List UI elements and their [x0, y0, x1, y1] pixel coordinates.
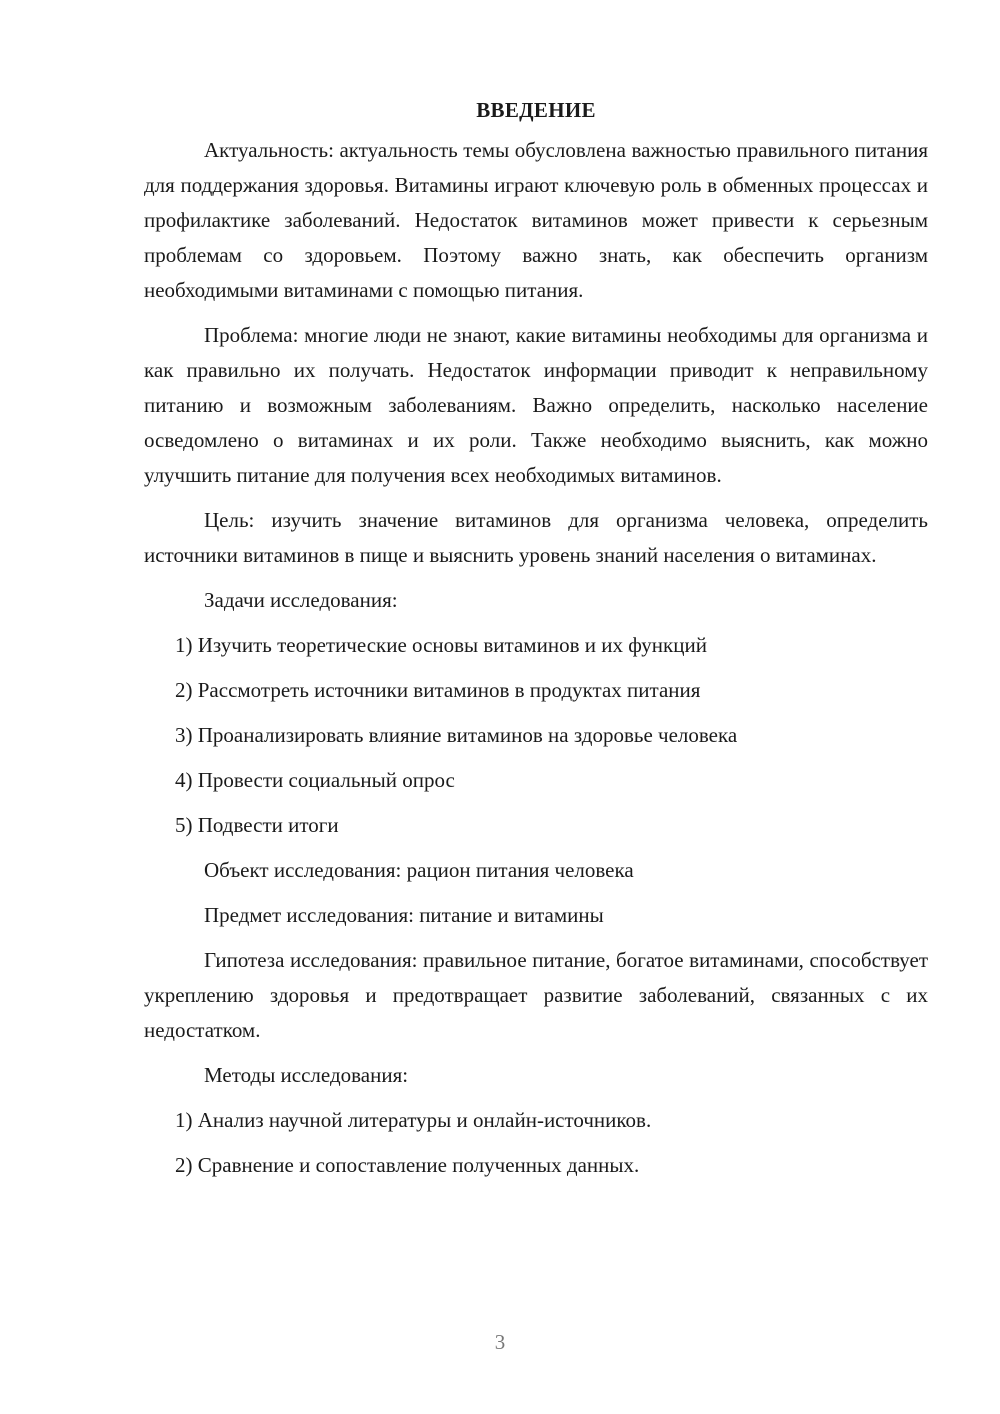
task-item: 1) Изучить теоретические основы витаминов и их функций	[175, 633, 707, 657]
actuality-paragraph: Актуальность: актуальность темы обусловлена важностью правильного питания для поддержания здоровья. Витамины играют ключевую роль в обменных процессах и профилактике заболеваний. Недостаток витаминов может привести к серьезным проблемам со здоровьем. Поэтому важно знать, как обеспечить организм необходимыми витаминами с помощью питания.	[144, 138, 928, 302]
object-line: Объект исследования: рацион питания человека	[204, 858, 634, 882]
task-item: 5) Подвести итоги	[175, 813, 339, 837]
problem-paragraph: Проблема: многие люди не знают, какие витамины необходимы для организма и как правильно их получать. Недостаток информации приводит к неправильному питанию и возможным заболеваниям. Важно определить, насколько население осведомлено о витаминах и их роли. Также необходимо выяснить, как можно улучшить питание для получения всех необходимых витаминов.	[144, 323, 928, 487]
tasks-heading: Задачи исследования:	[204, 588, 398, 612]
task-item: 2) Рассмотреть источники витаминов в продуктах питания	[175, 678, 701, 702]
document-page	[144, 90, 928, 1193]
method-item: 1) Анализ научной литературы и онлайн-источников.	[175, 1108, 652, 1132]
hypothesis-paragraph: Гипотеза исследования: правильное питание, богатое витаминами, способствует укреплению здоровья и предотвращает развитие заболеваний, связанных с их недостатком.	[144, 948, 928, 1042]
task-item: 3) Проанализировать влияние витаминов на здоровье человека	[175, 723, 738, 747]
page-number: 3	[494, 1330, 506, 1354]
method-item: 2) Сравнение и сопоставление полученных данных.	[175, 1153, 640, 1177]
goal-paragraph: Цель: изучить значение витаминов для организма человека, определить источники витаминов в пище и выяснить уровень знаний населения о витаминах.	[144, 508, 928, 567]
methods-heading: Методы исследования:	[204, 1063, 409, 1087]
subject-line: Предмет исследования: питание и витамины	[204, 903, 604, 927]
page-title: ВВЕДЕНИЕ	[476, 98, 596, 122]
task-item: 4) Провести социальный опрос	[175, 768, 455, 792]
